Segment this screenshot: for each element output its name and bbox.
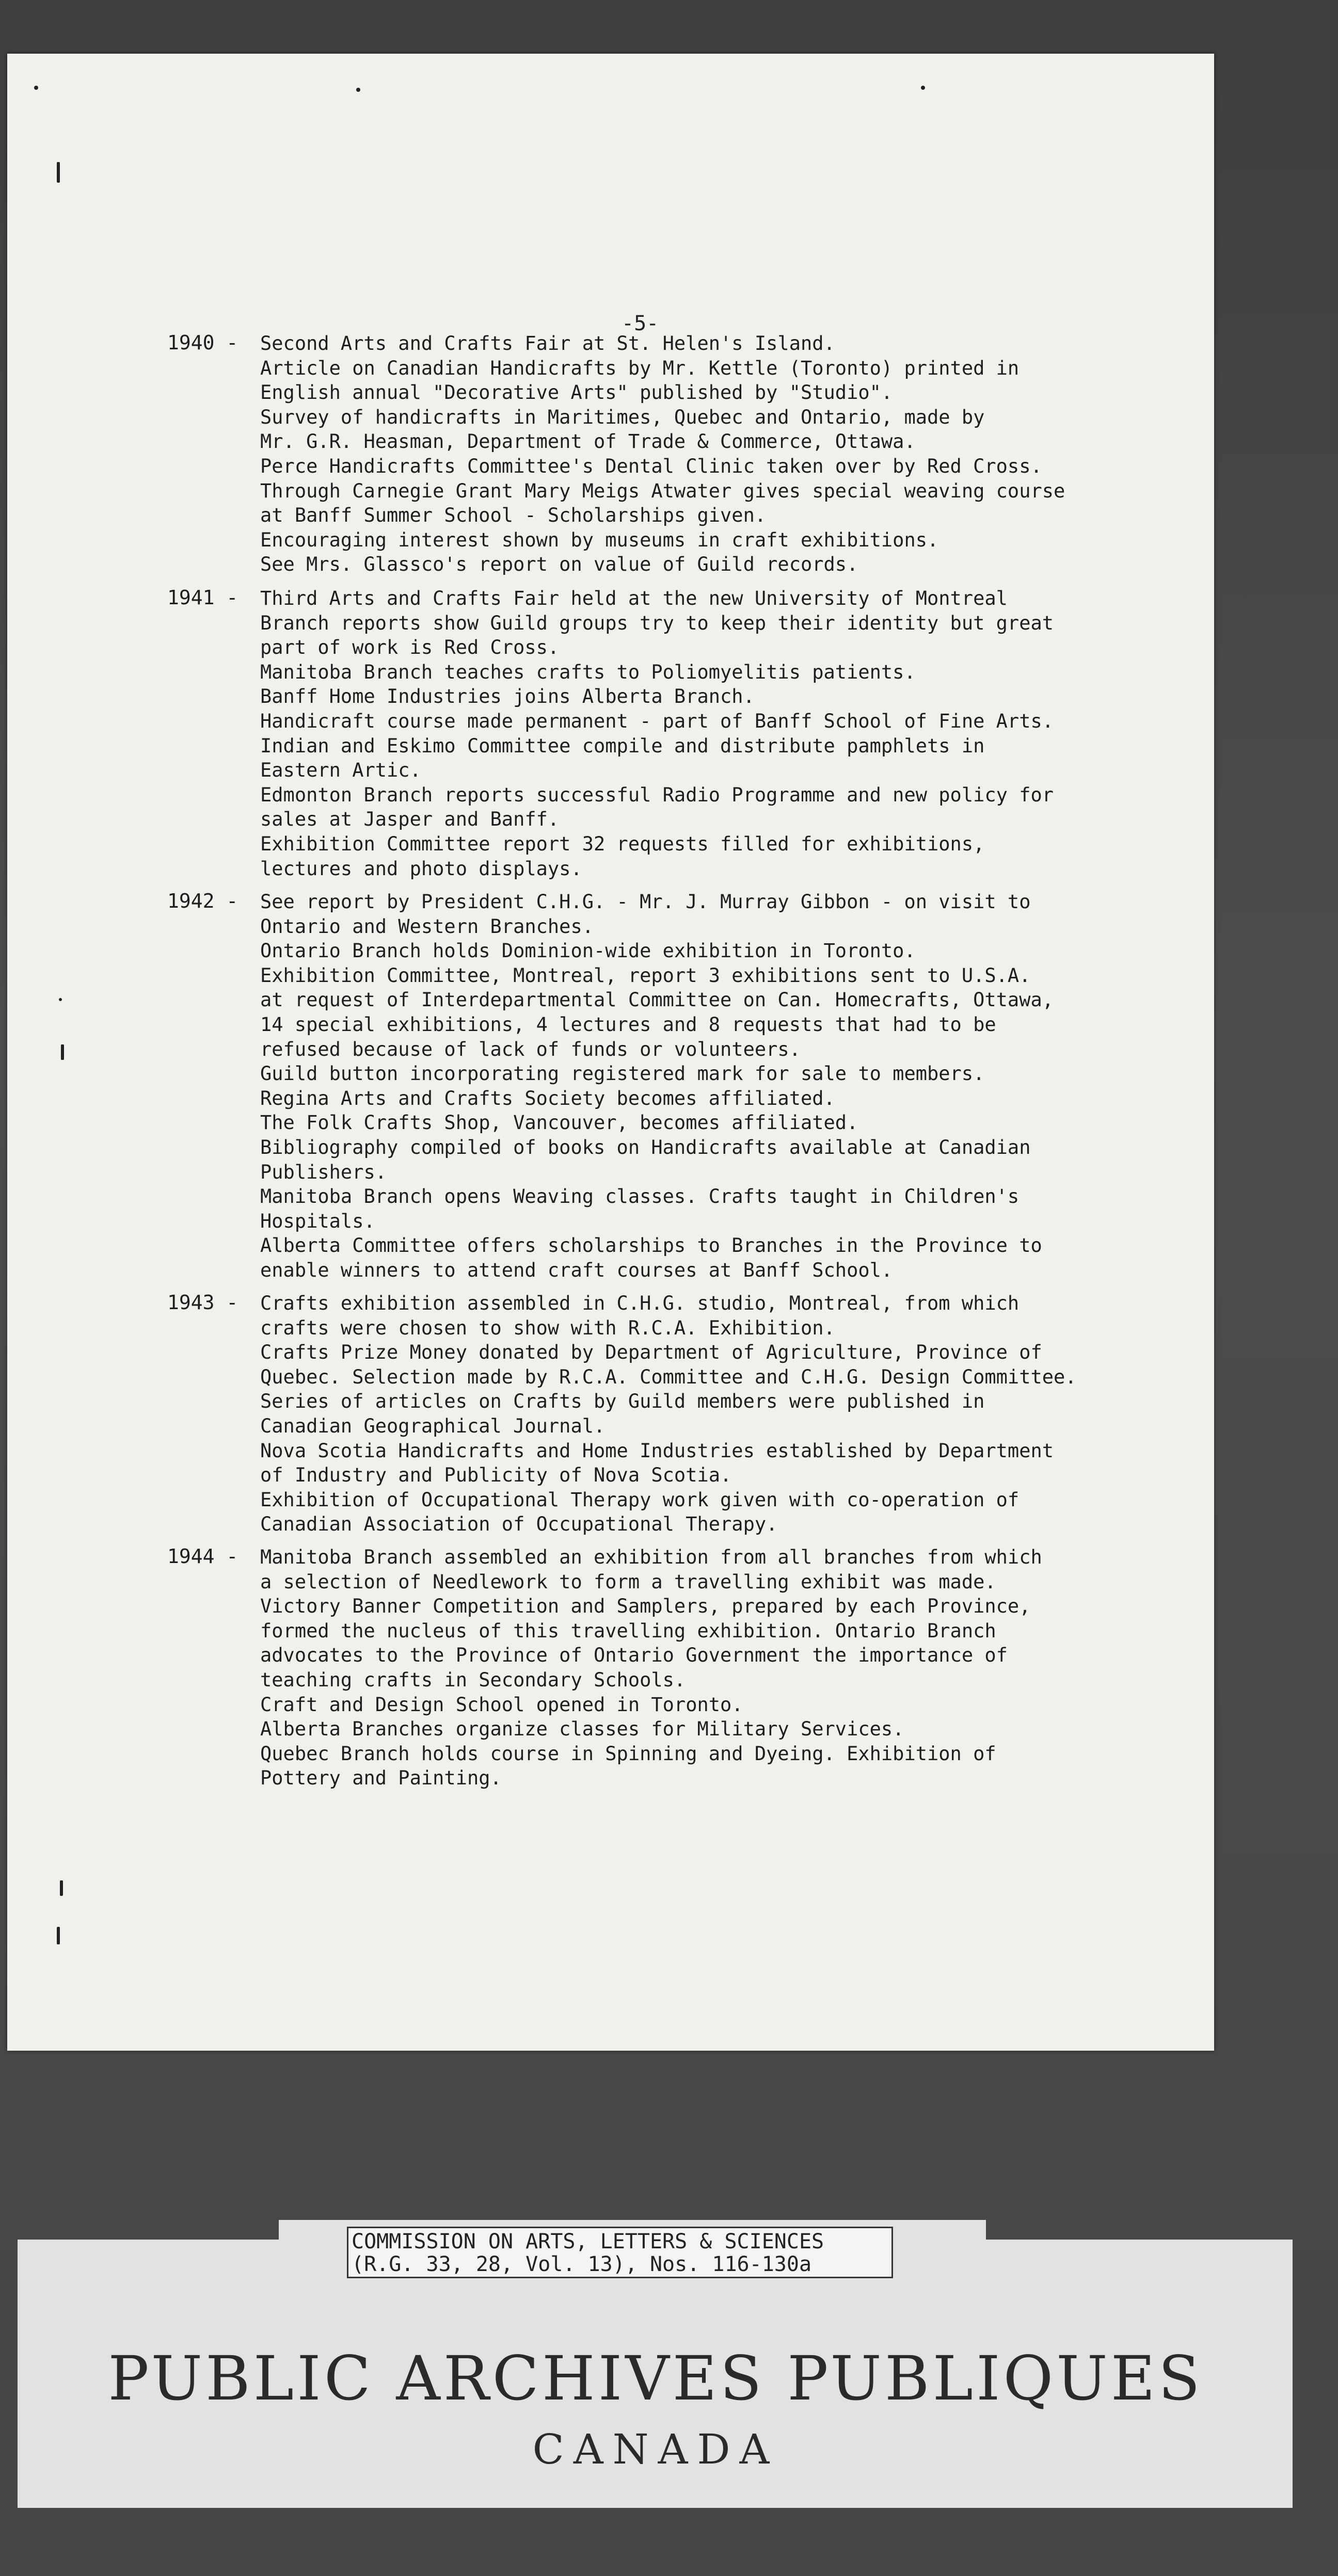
text-line: Banff Home Industries joins Alberta Branch. (260, 685, 755, 708)
text-line: a selection of Needlework to form a travelling exhibit was made. (260, 1570, 996, 1593)
text-line: Regina Arts and Crafts Society becomes affiliated. (260, 1087, 835, 1109)
text-line: Manitoba Branch teaches crafts to Poliomyelitis patients. (260, 661, 916, 683)
text-line: crafts were chosen to show with R.C.A. Exhibition. (260, 1316, 835, 1339)
entry-text (260, 1545, 1042, 1791)
catalog-line: COMMISSION ON ARTS, LETTERS & SCIENCES (352, 2230, 824, 2253)
text-line: Crafts Prize Money donated by Department of Agriculture, Province of (260, 1341, 1042, 1364)
entry-text (260, 586, 1054, 881)
scan-speck (57, 1927, 60, 1944)
text-line: Crafts exhibition assembled in C.H.G. studio, Montreal, from which (260, 1292, 1020, 1314)
text-line: part of work is Red Cross. (260, 636, 560, 659)
text-line: Through Carnegie Grant Mary Meigs Atwater gives special weaving course (260, 479, 1065, 502)
text-line: Exhibition Committee, Montreal, report 3 exhibitions sent to U.S.A. (260, 964, 1031, 987)
text-line: Exhibition of Occupational Therapy work given with co-operation of (260, 1488, 1020, 1511)
entry-text (260, 890, 1054, 1283)
text-line: teaching crafts in Secondary Schools. (260, 1668, 686, 1691)
document-page (7, 54, 1214, 2051)
text-line: Perce Handicrafts Committee's Dental Clinic taken over by Red Cross. (260, 455, 1042, 477)
text-line: Series of articles on Crafts by Guild members were published in (260, 1390, 985, 1413)
text-line: English annual "Decorative Arts" published by "Studio". (260, 381, 893, 404)
scan-speck (921, 86, 925, 90)
scan-speck (34, 86, 38, 90)
text-line: Mr. G.R. Heasman, Department of Trade & Commerce, Ottawa. (260, 430, 916, 453)
entry-text (260, 1291, 1077, 1537)
text-line: sales at Jasper and Banff. (260, 808, 560, 831)
text-line: Ontario Branch holds Dominion-wide exhibition in Toronto. (260, 940, 916, 962)
text-line: Quebec Branch holds course in Spinning and Dyeing. Exhibition of (260, 1742, 996, 1765)
year-label: 1941 - (167, 586, 238, 609)
text-line: of Industry and Publicity of Nova Scotia. (260, 1464, 732, 1487)
scan-speck (60, 1880, 63, 1896)
text-line: Survey of handicrafts in Maritimes, Quebec and Ontario, made by (260, 406, 985, 428)
text-line: Manitoba Branch opens Weaving classes. Crafts taught in Children's (260, 1185, 1020, 1208)
archives-title: PUBLIC ARCHIVES PUBLIQUES (108, 2343, 1203, 2414)
entry-text (260, 331, 1065, 577)
text-line: formed the nucleus of this travelling exhibition. Ontario Branch (260, 1619, 996, 1642)
text-line: Canadian Association of Occupational Therapy. (260, 1513, 778, 1536)
catalog-line: (R.G. 33, 28, Vol. 13), Nos. 116-130a (352, 2252, 812, 2276)
text-line: Indian and Eskimo Committee compile and distribute pamphlets in (260, 734, 985, 757)
year-label: 1943 - (167, 1291, 238, 1314)
text-line: Nova Scotia Handicrafts and Home Industries established by Department (260, 1439, 1054, 1462)
text-line: The Folk Crafts Shop, Vancouver, becomes affiliated. (260, 1112, 858, 1134)
text-line: at Banff Summer School - Scholarships given. (260, 504, 767, 527)
year-label: 1940 - (167, 331, 238, 354)
text-line: refused because of lack of funds or volunteers. (260, 1038, 801, 1060)
text-line: See Mrs. Glassco's report on value of Guild records. (260, 553, 858, 576)
archives-subtitle: CANADA (532, 2425, 779, 2473)
text-line: Second Arts and Crafts Fair at St. Helen's Island. (260, 332, 835, 355)
text-line: Handicraft course made permanent - part of Banff School of Fine Arts. (260, 710, 1054, 732)
scan-speck (59, 998, 62, 1001)
text-line: Eastern Artic. (260, 759, 421, 782)
text-line: Article on Canadian Handicrafts by Mr. Kettle (Toronto) printed in (260, 357, 1020, 379)
text-line: Craft and Design School opened in Toronto. (260, 1693, 743, 1716)
page-number: -5- (622, 312, 659, 335)
text-line: Ontario and Western Branches. (260, 915, 594, 938)
text-line: Guild button incorporating registered mark for sale to members. (260, 1062, 985, 1085)
year-label: 1944 - (167, 1545, 238, 1568)
text-line: Bibliography compiled of books on Handicrafts available at Canadian (260, 1136, 1031, 1158)
text-line: Manitoba Branch assembled an exhibition from all branches from which (260, 1546, 1042, 1568)
text-line: 14 special exhibitions, 4 lectures and 8 requests that had to be (260, 1013, 996, 1036)
text-line: at request of Interdepartmental Committee on Can. Homecrafts, Ottawa, (260, 989, 1054, 1011)
text-line: Alberta Branches organize classes for Military Services. (260, 1718, 904, 1741)
text-line: Encouraging interest shown by museums in craft exhibitions. (260, 528, 939, 551)
text-line: Alberta Committee offers scholarships to Branches in the Province to (260, 1234, 1042, 1257)
text-line: Pottery and Painting. (260, 1767, 502, 1790)
scan-speck (61, 1044, 64, 1060)
text-line: Quebec. Selection made by R.C.A. Committee and C.H.G. Design Committee. (260, 1365, 1077, 1388)
text-line: See report by President C.H.G. - Mr. J. Murray Gibbon - on visit to (260, 891, 1031, 913)
text-line: Edmonton Branch reports successful Radio Programme and new policy for (260, 783, 1054, 806)
text-line: enable winners to attend craft courses at Banff School. (260, 1259, 893, 1281)
scan-speck (356, 88, 360, 92)
catalog-reference-box (347, 2227, 893, 2278)
text-line: Hospitals. (260, 1210, 375, 1232)
year-label: 1942 - (167, 890, 238, 912)
text-line: Branch reports show Guild groups try to keep their identity but great (260, 611, 1054, 634)
text-line: Publishers. (260, 1161, 387, 1183)
text-line: Exhibition Committee report 32 requests filled for exhibitions, (260, 832, 985, 855)
text-line: Victory Banner Competition and Samplers, prepared by each Province, (260, 1595, 1031, 1618)
text-line: Third Arts and Crafts Fair held at the new University of Montreal (260, 587, 1008, 609)
text-line: lectures and photo displays. (260, 857, 582, 880)
scan-speck (57, 162, 60, 183)
text-line: advocates to the Province of Ontario Government the importance of (260, 1644, 1008, 1667)
text-line: Canadian Geographical Journal. (260, 1414, 606, 1437)
